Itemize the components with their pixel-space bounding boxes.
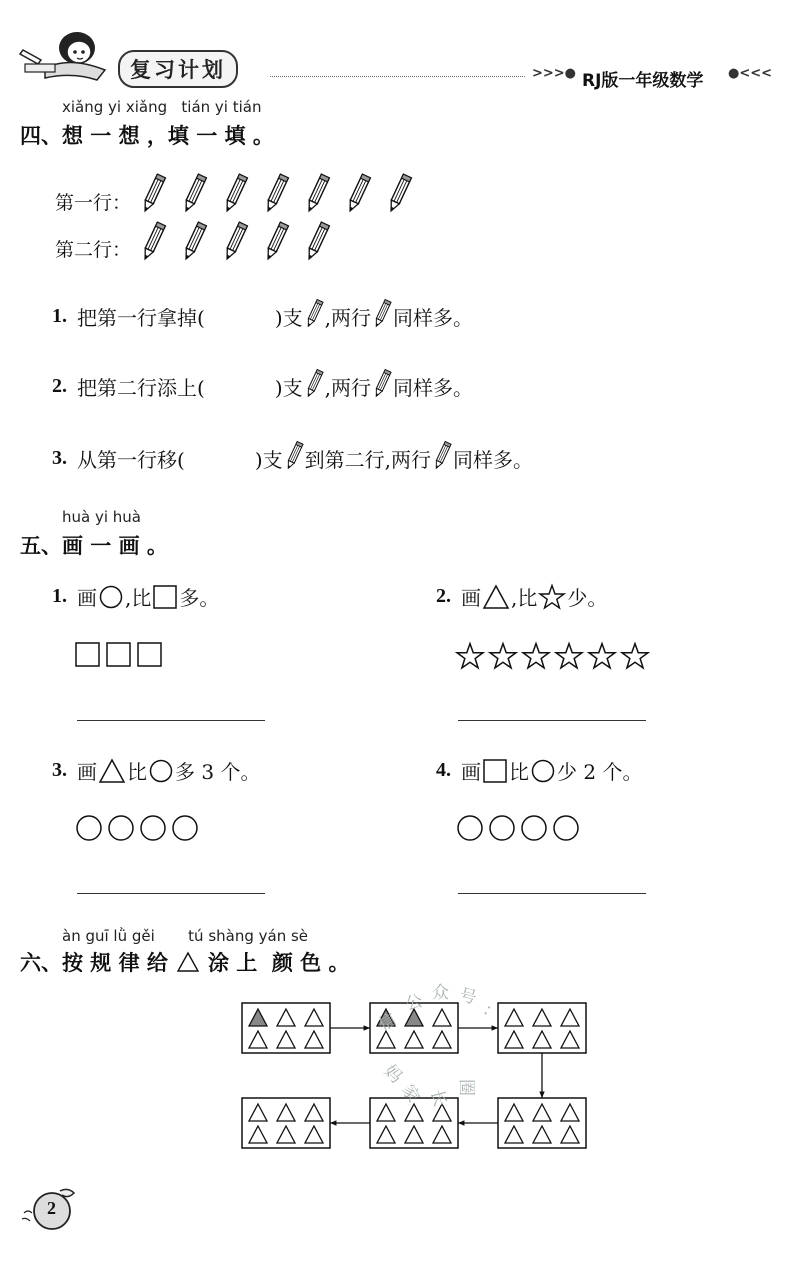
page-number: 2 xyxy=(47,1198,56,1218)
item-text: 多 3 个。 xyxy=(175,760,261,784)
chevrons-left-icon: ●<<< xyxy=(728,66,773,81)
watermark-char: 妈 xyxy=(379,1061,406,1088)
section4-pinyin: xiǎng yi xiǎng tián yi tián xyxy=(62,98,262,116)
triangle-icon xyxy=(505,1009,523,1026)
item-text: 画 xyxy=(77,586,97,610)
item-number: 2. xyxy=(436,585,451,607)
question-text: )支 xyxy=(254,448,283,472)
banner-title: 复习计划 xyxy=(118,50,238,88)
question-text: ,两行 xyxy=(324,306,371,330)
watermark-char: 号 xyxy=(457,985,479,1009)
shaded-triangle-icon xyxy=(249,1009,267,1026)
item-text: 比 xyxy=(509,760,529,784)
section6-pinyin: àn guī lǜ gěi tú shàng yán sè xyxy=(62,927,309,945)
triangle-icon xyxy=(305,1104,323,1121)
triangle-icon xyxy=(277,1009,295,1026)
section4-title: 四、想 一 想 ，填 一 填 。 xyxy=(20,123,274,148)
arrow-head-icon xyxy=(539,1092,544,1098)
row1-label: 第一行： xyxy=(55,192,132,214)
triangle-icon xyxy=(561,1104,579,1121)
question-number: 2. xyxy=(52,375,67,397)
triangle-box xyxy=(498,1003,586,1053)
triangle-icon xyxy=(277,1031,295,1048)
triangle-icon xyxy=(405,1126,423,1143)
question-text: )支 xyxy=(274,376,303,400)
triangle-icon xyxy=(305,1126,323,1143)
item-number: 4. xyxy=(436,759,451,781)
watermark-char: ： xyxy=(478,999,504,1026)
section5-title: 五、画 一 画 。 xyxy=(20,533,168,558)
arrow-head-icon xyxy=(330,1120,336,1125)
title-text: 六、按 规 律 给 xyxy=(20,950,168,975)
item-number: 1. xyxy=(52,585,67,607)
arrow-head-icon xyxy=(458,1120,464,1125)
triangle-icon xyxy=(433,1031,451,1048)
row2-label: 第二行： xyxy=(55,239,132,261)
triangle-icon xyxy=(505,1126,523,1143)
watermark-char: 公 xyxy=(403,991,425,1015)
item-text: ,比 xyxy=(125,586,152,610)
triangle-icon xyxy=(249,1126,267,1143)
triangle-icon xyxy=(305,1009,323,1026)
item-text: 画 xyxy=(461,760,481,784)
question-text: 到第二行,两行 xyxy=(304,448,431,472)
triangle-icon xyxy=(405,1031,423,1048)
question-number: 1. xyxy=(52,305,67,327)
triangle-icon xyxy=(561,1009,579,1026)
page-number-badge xyxy=(20,1183,82,1237)
arrow-head-icon xyxy=(492,1025,498,1030)
watermark-char: 长 xyxy=(426,1087,450,1109)
triangle-icon xyxy=(433,1009,451,1026)
triangle-icon xyxy=(377,1126,395,1143)
triangle-box xyxy=(370,1098,458,1148)
question-text: 同样多。 xyxy=(452,448,533,472)
arrow-head-icon xyxy=(364,1025,370,1030)
triangle-icon xyxy=(561,1126,579,1143)
question-text: 把第二行添上( xyxy=(77,376,205,400)
triangle-icon xyxy=(277,1126,295,1143)
question-text: 把第一行拿掉( xyxy=(77,306,205,330)
edition-title: RJ版一年级数学 xyxy=(582,71,704,91)
item-text: 比 xyxy=(127,760,147,784)
item-text: 画 xyxy=(461,586,481,610)
watermark-char: 圈 xyxy=(456,1079,476,1096)
triangle-icon xyxy=(533,1104,551,1121)
question-text: 从第一行移( xyxy=(77,448,185,472)
item-text: ,比 xyxy=(511,586,538,610)
chevrons-right-icon: >>>● xyxy=(532,66,577,81)
triangle-box xyxy=(498,1098,586,1148)
watermark-char: 信 xyxy=(375,1009,401,1036)
triangle-box xyxy=(242,1098,330,1148)
section5-pinyin: huà yi huà xyxy=(62,508,141,526)
triangle-icon xyxy=(377,1104,395,1121)
item-text: 多。 xyxy=(179,586,220,610)
question-number: 3. xyxy=(52,447,67,469)
item-number: 3. xyxy=(52,759,67,781)
triangle-icon xyxy=(305,1031,323,1048)
triangle-icon xyxy=(533,1009,551,1026)
watermark-char: 众 xyxy=(432,983,449,1003)
triangle-icon xyxy=(277,1104,295,1121)
item-text: 少 2 个。 xyxy=(557,760,643,784)
triangle-icon xyxy=(249,1031,267,1048)
triangle-box xyxy=(242,1003,330,1053)
question-text: 同样多。 xyxy=(392,306,473,330)
triangle-icon xyxy=(249,1104,267,1121)
triangle-icon xyxy=(505,1104,523,1121)
triangle-icon xyxy=(405,1104,423,1121)
question-text: ,两行 xyxy=(324,376,371,400)
triangle-icon xyxy=(533,1031,551,1048)
question-text: )支 xyxy=(274,306,303,330)
item-text: 少。 xyxy=(567,586,608,610)
item-text: 画 xyxy=(77,760,97,784)
triangle-icon xyxy=(561,1031,579,1048)
watermark-char: 家 xyxy=(397,1081,424,1107)
question-text: 同样多。 xyxy=(392,376,473,400)
triangle-icon xyxy=(433,1126,451,1143)
triangle-icon xyxy=(533,1126,551,1143)
title-text: 涂 上 颜 色 。 xyxy=(207,950,350,975)
triangle-icon xyxy=(505,1031,523,1048)
